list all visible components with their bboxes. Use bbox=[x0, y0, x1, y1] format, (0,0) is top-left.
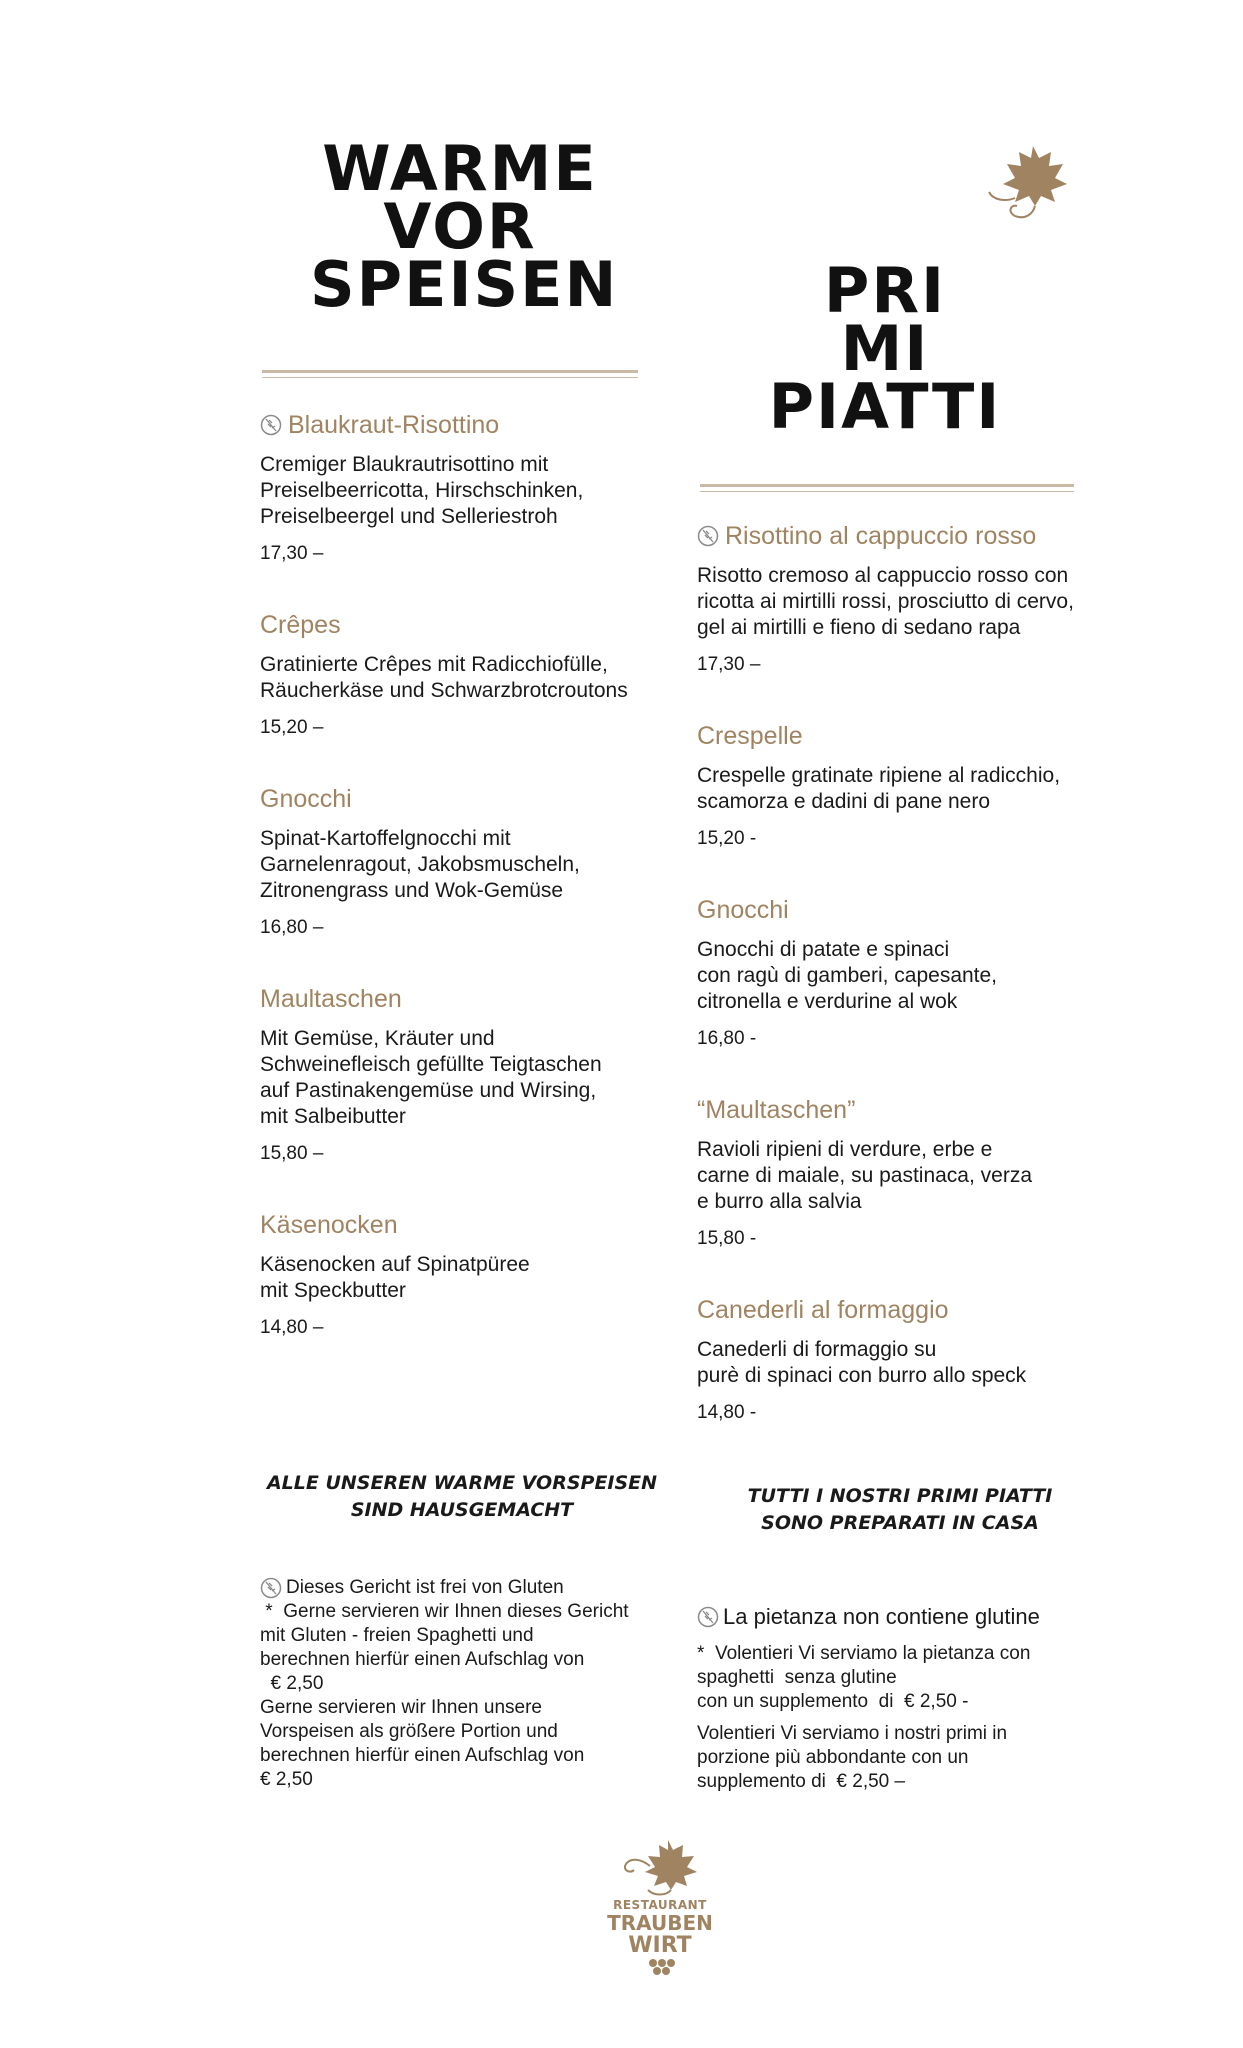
dish-desc-line: scamorza e dadini di pane nero bbox=[697, 790, 991, 813]
note-line: TUTTI I NOSTRI PRIMI PIATTI bbox=[747, 1485, 1053, 1507]
dish-item bbox=[697, 895, 1137, 1051]
dish-desc-line: Garnelenragout, Jakobsmuscheln, bbox=[260, 853, 580, 876]
gluten-free-icon bbox=[260, 1577, 282, 1599]
dish-desc-line: ricotta ai mirtilli rossi, prosciutto di cervo, bbox=[697, 590, 1074, 613]
dish-item bbox=[697, 1295, 1137, 1425]
dish-desc-line: Preiselbeergel und Selleriestroh bbox=[260, 505, 558, 528]
footnote-line: mit Gluten - freien Spaghetti und bbox=[260, 1625, 534, 1646]
dish-price: 16,80 – bbox=[260, 917, 324, 938]
logo-line-wirt: WIRT bbox=[628, 1933, 692, 1958]
right-heading bbox=[735, 254, 1035, 443]
footnote-line: supplemento di € 2,50 – bbox=[697, 1771, 906, 1792]
footnote-line: Volentieri Vi serviamo i nostri primi in bbox=[697, 1723, 1008, 1744]
left-divider bbox=[262, 370, 638, 373]
dish-title: Crespelle bbox=[697, 722, 803, 750]
dish-price: 14,80 – bbox=[260, 1317, 324, 1338]
right-homemade-note bbox=[700, 1483, 1100, 1537]
vine-leaf-icon bbox=[985, 142, 1081, 226]
restaurant-logo bbox=[600, 1836, 720, 1980]
dish-desc-line: e burro alla salvia bbox=[697, 1190, 862, 1213]
dish-desc-line: mit Salbeibutter bbox=[260, 1105, 406, 1128]
gluten-free-icon bbox=[697, 1606, 719, 1628]
dish-item bbox=[697, 521, 1137, 677]
dish-title: Canederli al formaggio bbox=[697, 1296, 949, 1324]
right-heading-line: PIATTI bbox=[768, 370, 1002, 443]
dish-desc-line: Crespelle gratinate ripiene al radicchio, bbox=[697, 764, 1061, 787]
dish-item bbox=[260, 984, 680, 1166]
footnote-line: € 2,50 bbox=[260, 1673, 324, 1694]
gluten-free-note: La pietanza non contiene glutine bbox=[723, 1604, 1040, 1629]
grapes-icon bbox=[600, 1958, 720, 1980]
note-line: SIND HAUSGEMACHT bbox=[350, 1499, 574, 1521]
footnote-line: porzione più abbondante con un bbox=[697, 1747, 969, 1768]
gluten-free-icon bbox=[697, 525, 719, 547]
dish-title: Risottino al cappuccio rosso bbox=[725, 522, 1037, 550]
dish-desc-line: carne di maiale, su pastinaca, verza bbox=[697, 1164, 1033, 1187]
dish-desc-line: Käsenocken auf Spinatpüree bbox=[260, 1253, 530, 1276]
dish-price: 15,20 - bbox=[697, 828, 757, 849]
dish-desc-line: Cremiger Blaukrautrisottino mit bbox=[260, 453, 549, 476]
footnote-line: berechnen hierfür einen Aufschlag von bbox=[260, 1649, 585, 1670]
right-dish-list bbox=[697, 521, 1137, 1425]
dish-price: 15,80 – bbox=[260, 1143, 324, 1164]
dish-desc-line: Spinat-Kartoffelgnocchi mit bbox=[260, 827, 511, 850]
footnote-line: spaghetti senza glutine bbox=[697, 1667, 897, 1688]
dish-desc-line: gel ai mirtilli e fieno di sedano rapa bbox=[697, 616, 1021, 639]
dish-title: Käsenocken bbox=[260, 1211, 398, 1239]
dish-title: Gnocchi bbox=[260, 785, 352, 813]
dish-desc-line: Räucherkäse und Schwarzbrotcroutons bbox=[260, 679, 628, 702]
dish-item bbox=[260, 610, 680, 740]
left-dish-list bbox=[260, 410, 680, 1340]
dish-item bbox=[260, 1210, 680, 1340]
right-footnote bbox=[697, 1602, 1137, 1794]
dish-desc-line: Ravioli ripieni di verdure, erbe e bbox=[697, 1138, 993, 1161]
right-heading-line: PRI bbox=[823, 254, 947, 327]
dish-desc-line: Mit Gemüse, Kräuter und bbox=[260, 1027, 495, 1050]
dish-price: 17,30 – bbox=[260, 543, 324, 564]
footnote-line: Vorspeisen als größere Portion und bbox=[260, 1721, 558, 1742]
right-divider bbox=[700, 484, 1074, 487]
dish-item bbox=[697, 1095, 1137, 1251]
dish-title: Gnocchi bbox=[697, 896, 789, 924]
note-line: SONO PREPARATI IN CASA bbox=[761, 1512, 1039, 1534]
dish-title: Maultaschen bbox=[260, 985, 402, 1013]
dish-desc-line: auf Pastinakengemüse und Wirsing, bbox=[260, 1079, 597, 1102]
footnote-line: € 2,50 bbox=[260, 1769, 313, 1790]
dish-item bbox=[697, 721, 1137, 851]
dish-desc-line: Risotto cremoso al cappuccio rosso con bbox=[697, 564, 1069, 587]
footnote-line: Gerne servieren wir Ihnen unsere bbox=[260, 1697, 542, 1718]
footnote-line: * Gerne servieren wir Ihnen dieses Gericht bbox=[260, 1601, 629, 1622]
left-heading-line: SPEISEN bbox=[310, 248, 619, 321]
dish-desc-line: mit Speckbutter bbox=[260, 1279, 406, 1302]
footnote-line: berechnen hierfür einen Aufschlag von bbox=[260, 1745, 585, 1766]
note-line: ALLE UNSEREN WARME VORSPEISEN bbox=[266, 1472, 658, 1494]
dish-item bbox=[260, 784, 680, 940]
dish-desc-line: Canederli di formaggio su bbox=[697, 1338, 937, 1361]
dish-title: “Maultaschen” bbox=[697, 1096, 856, 1124]
gluten-free-icon bbox=[260, 414, 282, 436]
left-footnote bbox=[260, 1576, 680, 1792]
dish-price: 16,80 - bbox=[697, 1028, 757, 1049]
footnote-line: con un supplemento di € 2,50 - bbox=[697, 1691, 969, 1712]
dish-desc-line: con ragù di gamberi, capesante, bbox=[697, 964, 998, 987]
dish-item bbox=[260, 410, 680, 566]
dish-desc-line: Gratinierte Crêpes mit Radicchiofülle, bbox=[260, 653, 608, 676]
logo-line-trauben: TRAUBEN bbox=[607, 1911, 713, 1935]
dish-price: 15,80 - bbox=[697, 1228, 757, 1249]
dish-title: Crêpes bbox=[260, 611, 341, 639]
dish-desc-line: purè di spinaci con burro allo speck bbox=[697, 1364, 1027, 1387]
dish-price: 14,80 - bbox=[697, 1402, 757, 1423]
gluten-free-note: Dieses Gericht ist frei von Gluten bbox=[286, 1577, 564, 1598]
dish-price: 15,20 – bbox=[260, 717, 324, 738]
dish-desc-line: Preiselbeerricotta, Hirschschinken, bbox=[260, 479, 584, 502]
logo-line-restaurant: RESTAURANT bbox=[613, 1898, 707, 1912]
left-heading-line: VOR bbox=[383, 190, 537, 263]
dish-title: Blaukraut-Risottino bbox=[288, 411, 500, 439]
left-heading bbox=[310, 132, 619, 321]
dish-desc-line: Gnocchi di patate e spinaci bbox=[697, 938, 950, 961]
left-homemade-note bbox=[262, 1470, 662, 1524]
left-heading-line: WARME bbox=[322, 132, 598, 205]
footnote-line: * Volentieri Vi serviamo la pietanza con bbox=[697, 1643, 1031, 1664]
dish-desc-line: Zitronengrass und Wok-Gemüse bbox=[260, 879, 564, 902]
dish-desc-line: citronella e verdurine al wok bbox=[697, 990, 958, 1013]
right-heading-line: MI bbox=[840, 312, 930, 385]
dish-price: 17,30 – bbox=[697, 654, 761, 675]
dish-desc-line: Schweinefleisch gefüllte Teigtaschen bbox=[260, 1053, 602, 1076]
vine-leaf-icon bbox=[600, 1836, 720, 1898]
